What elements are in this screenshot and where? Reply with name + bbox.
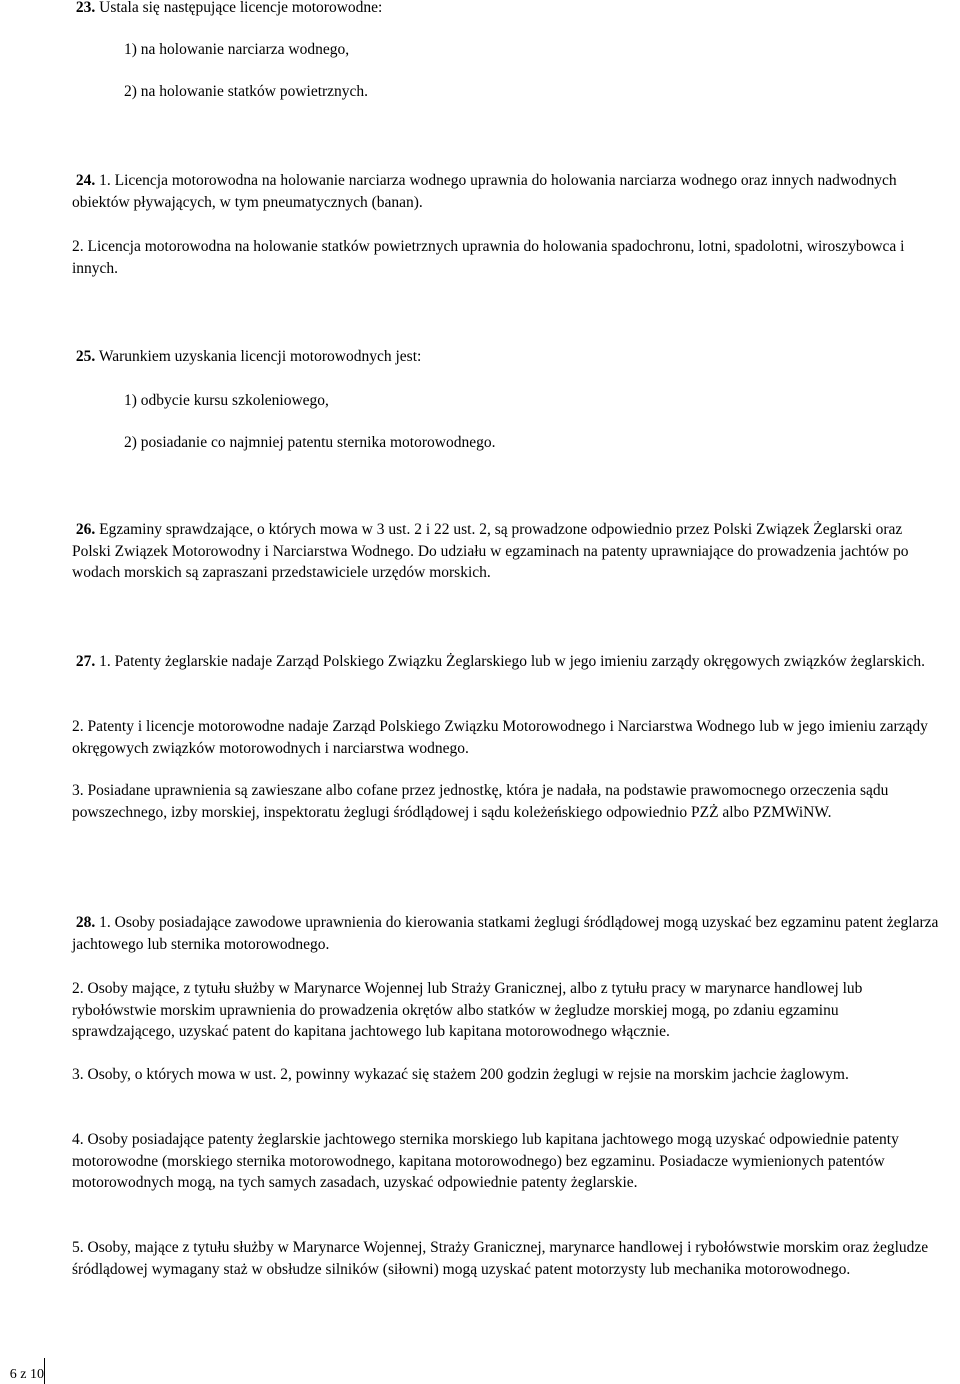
section-28-paragraph-5: 5. Osoby, mające z tytułu służby w Marynarce Wojennej, Straży Granicznej, marynarce handlowej i rybołówstwie morskim oraz żegludze śródlądowej wymagany staż w obsłudze silników (siłowni) mogą uzyskać patent motorzysty lub mechanika motorowodnego. bbox=[72, 1239, 929, 1278]
section-27-number: 27. bbox=[75, 653, 96, 670]
section-28-paragraph-1 bbox=[72, 912, 940, 955]
section-27-paragraph-1-text: 1. Patenty żeglarskie nadaje Zarząd Polskiego Związku Żeglarskiego lub w jego imieniu zarządy okręgowych związków żeglarskich. bbox=[99, 653, 926, 670]
section-26-paragraph bbox=[72, 519, 940, 584]
section-25-item-1: 1) odbycie kursu szkoleniowego, bbox=[124, 392, 329, 409]
section-23-item-1: 1) na holowanie narciarza wodnego, bbox=[124, 41, 350, 58]
section-24-paragraph-1 bbox=[72, 170, 940, 213]
section-25-intro-text: Warunkiem uzyskania licencji motorowodnych jest: bbox=[98, 348, 422, 365]
section-24-paragraph-2: 2. Licencja motorowodna na holowanie statków powietrznych uprawnia do holowania spadochronu, lotni, spadolotni, wiroszybowca i innych. bbox=[72, 238, 905, 277]
page-indicator: 6 z 10 bbox=[9, 1367, 44, 1382]
section-26-number: 26. bbox=[75, 521, 96, 538]
footer-divider bbox=[44, 1358, 45, 1384]
section-25-number: 25. bbox=[75, 348, 96, 365]
section-28-paragraph-4: 4. Osoby posiadające patenty żeglarskie jachtowego sternika morskiego lub kapitana jachtowego mogą uzyskać odpowiednie patenty motorowodne (morskiego sternika motorowodnego, kapitana motorowodnego) bez egzaminu. Posiadacze wymienionych patentów motorowodnych mogą, na tych samych zasadach, uzyskać odpowiednie patenty żeglarskie. bbox=[72, 1131, 899, 1192]
section-27-paragraph-2: 2. Patenty i licencje motorowodne nadaje Zarząd Polskiego Związku Motorowodnego i Narciarstwa Wodnego lub w jego imieniu zarządy okręgowych związków motorowodnych i narciarstwa wodnego. bbox=[72, 718, 928, 757]
section-25-item-2: 2) posiadanie co najmniej patentu sternika motorowodnego. bbox=[124, 434, 496, 451]
section-28-paragraph-3: 3. Osoby, o których mowa w ust. 2, powinny wykazać się stażem 200 godzin żeglugi w rejsie na morskim jachcie żaglowym. bbox=[72, 1066, 849, 1083]
section-23-item-2: 2) na holowanie statków powietrznych. bbox=[124, 83, 369, 100]
section-23-intro-text: Ustala się następujące licencje motorowodne: bbox=[99, 0, 383, 16]
section-23-number: 23. bbox=[75, 0, 96, 16]
section-23-intro bbox=[72, 0, 940, 19]
section-24-number: 24. bbox=[75, 172, 96, 189]
section-27-paragraph-3: 3. Posiadane uprawnienia są zawieszane albo cofane przez jednostkę, która je nadała, na podstawie prawomocnego orzeczenia sądu powszechnego, izby morskiej, inspektoratu żeglugi śródlądowej i sądu koleżeńskiego odpowiednio PZŻ albo PZMWiNW. bbox=[72, 782, 889, 821]
section-25-intro bbox=[72, 346, 940, 368]
section-28-paragraph-1-text: 1. Osoby posiadające zawodowe uprawnienia do kierowania statkami żeglugi śródlądowej mogą uzyskać bez egzaminu patent żeglarza jachtowego lub sternika motorowodnego. bbox=[72, 914, 939, 953]
section-24-paragraph-1-text: 1. Licencja motorowodna na holowanie narciarza wodnego uprawnia do holowania narciarza wodnego oraz innych nadwodnych obiektów pływających, w tym pneumatycznych (banan). bbox=[72, 172, 897, 211]
section-27-paragraph-1 bbox=[72, 651, 940, 673]
section-26-text: Egzaminy sprawdzające, o których mowa w 3 ust. 2 i 22 ust. 2, są prowadzone odpowiednio przez Polski Związek Żeglarski oraz Polski Związek Motorowodny i Narciarstwa Wodnego. Do udziału w egzaminach na patenty uprawniające do prowadzenia jachtów po wodach morskich są zapraszani przedstawiciele urzędów morskich. bbox=[72, 521, 909, 582]
section-28-paragraph-2: 2. Osoby mające, z tytułu służby w Marynarce Wojennej lub Straży Granicznej, albo z tytułu pracy w marynarce handlowej lub rybołówstwie morskim uprawnienia do prowadzenia okrętów albo statków w żegludze morskiej mogą, po zdaniu egzaminu sprawdzającego, uzyskać patent do kapitana jachtowego lub kapitana motorowodnego włącznie. bbox=[72, 980, 863, 1041]
section-28-number: 28. bbox=[75, 914, 96, 931]
